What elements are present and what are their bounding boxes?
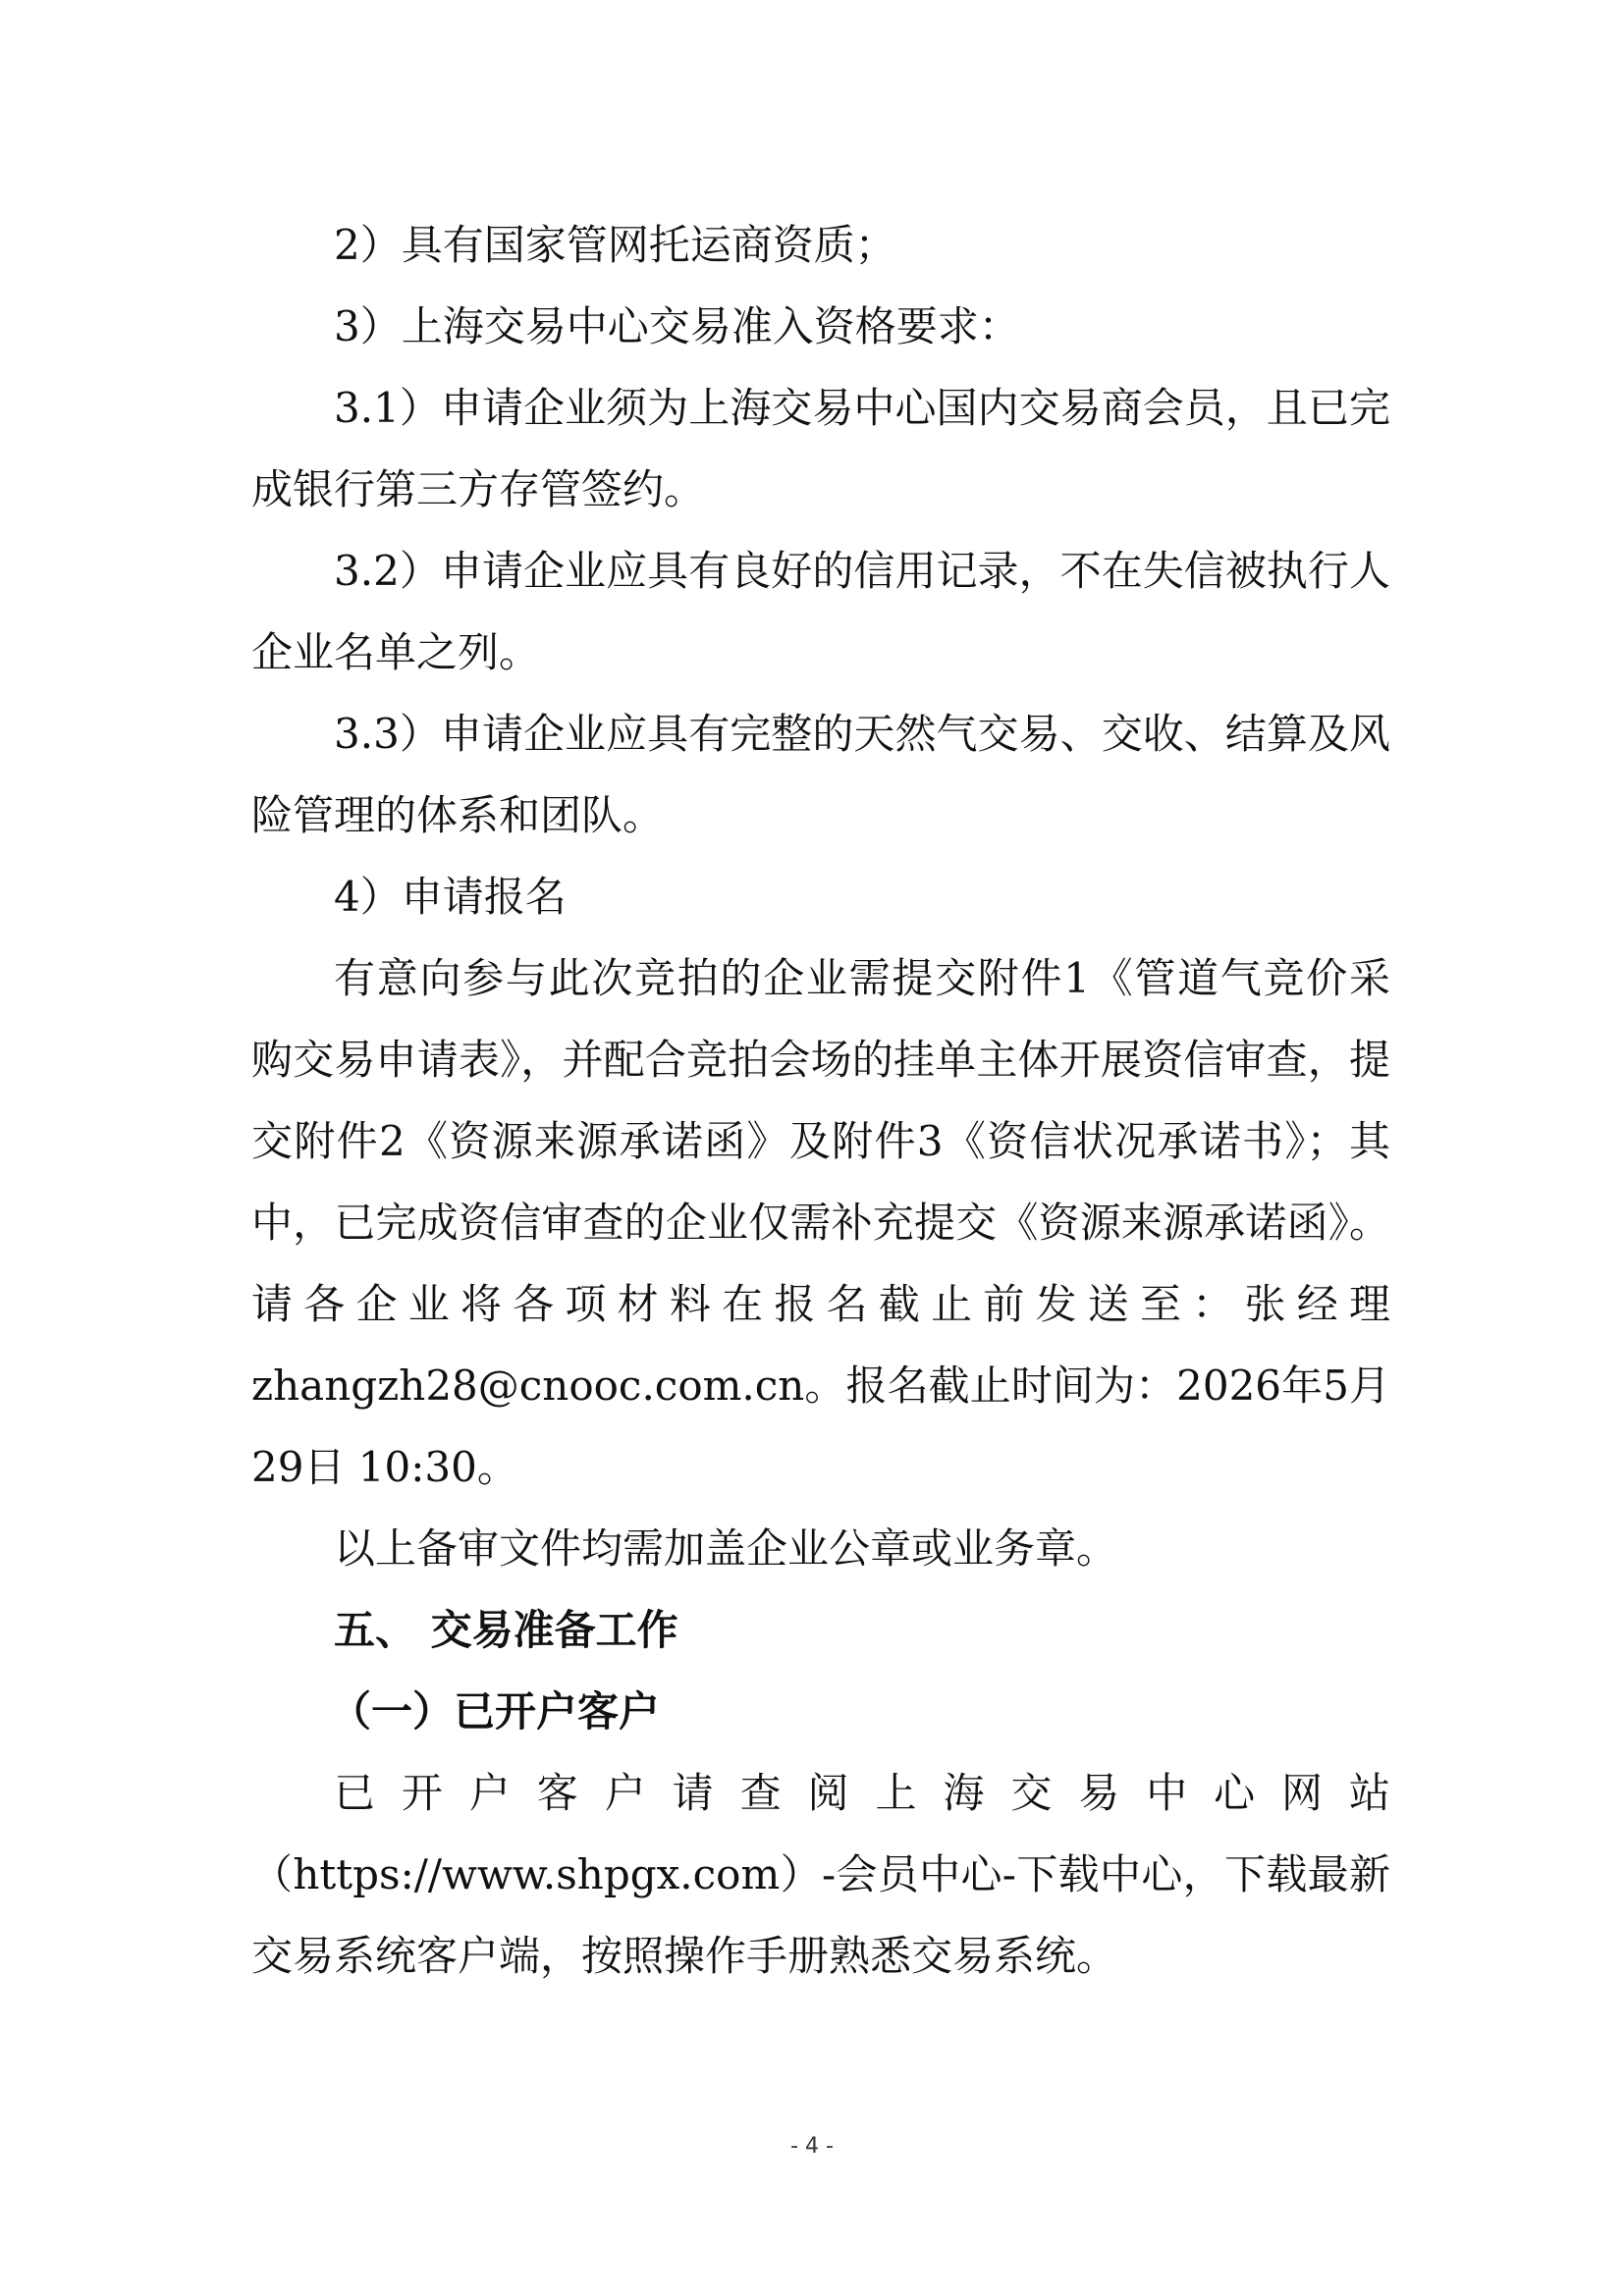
section-heading-trade-preparation: 五、 交易准备工作 (334, 1606, 678, 1654)
paragraph-requirement-3-2: 3.2）申请企业应具有良好的信用记录，不在失信被执行人企业名单之列。 (251, 547, 1390, 676)
page-number: - 4 - (790, 2134, 834, 2159)
paragraph-existing-clients-line1: 已开户客户请查阅上海交易中心网站 (334, 1769, 1390, 1817)
subsection-heading-existing-clients: （一）已开户客户 (330, 1687, 661, 1735)
paragraph-application-registration: 4）申请报名 (334, 873, 567, 921)
paragraph-seal-requirement: 以上备审文件均需加盖企业公章或业务章。 (334, 1524, 1118, 1573)
document-body (251, 204, 1390, 1997)
paragraph-registration-details: 有意向参与此次竞拍的企业需提交附件1《管道气竞价采购交易申请表》，并配合竞拍会场的挂单主体开展资信审查，提交附件2《资源来源承诺函》及附件3《资信状况承诺书》；其中，已完成资信审查的企业仅需补充提交《资源来源承诺函》。请各企业将各项材料在报名截止前发送至：张经理 zhangzh28@cnooc.com.cn。报名截止时间为：2026年5月29日 10:30。 (251, 954, 1390, 1491)
paragraph-existing-clients-rest: （https://www.shpgx.com）-会员中心-下载中心，下载最新交易系统客户端，按照操作手册熟悉交易系统。 (251, 1850, 1390, 1980)
paragraph-gas-pipeline-qualification: 2）具有国家管网托运商资质； (334, 221, 896, 269)
paragraph-requirement-3-1: 3.1）申请企业须为上海交易中心国内交易商会员，且已完成银行第三方存管签约。 (251, 384, 1390, 513)
paragraph-shanghai-exchange-requirements: 3）上海交易中心交易准入资格要求： (334, 302, 1020, 350)
paragraph-requirement-3-3: 3.3）申请企业应具有完整的天然气交易、交收、结算及风险管理的体系和团队。 (251, 710, 1390, 839)
